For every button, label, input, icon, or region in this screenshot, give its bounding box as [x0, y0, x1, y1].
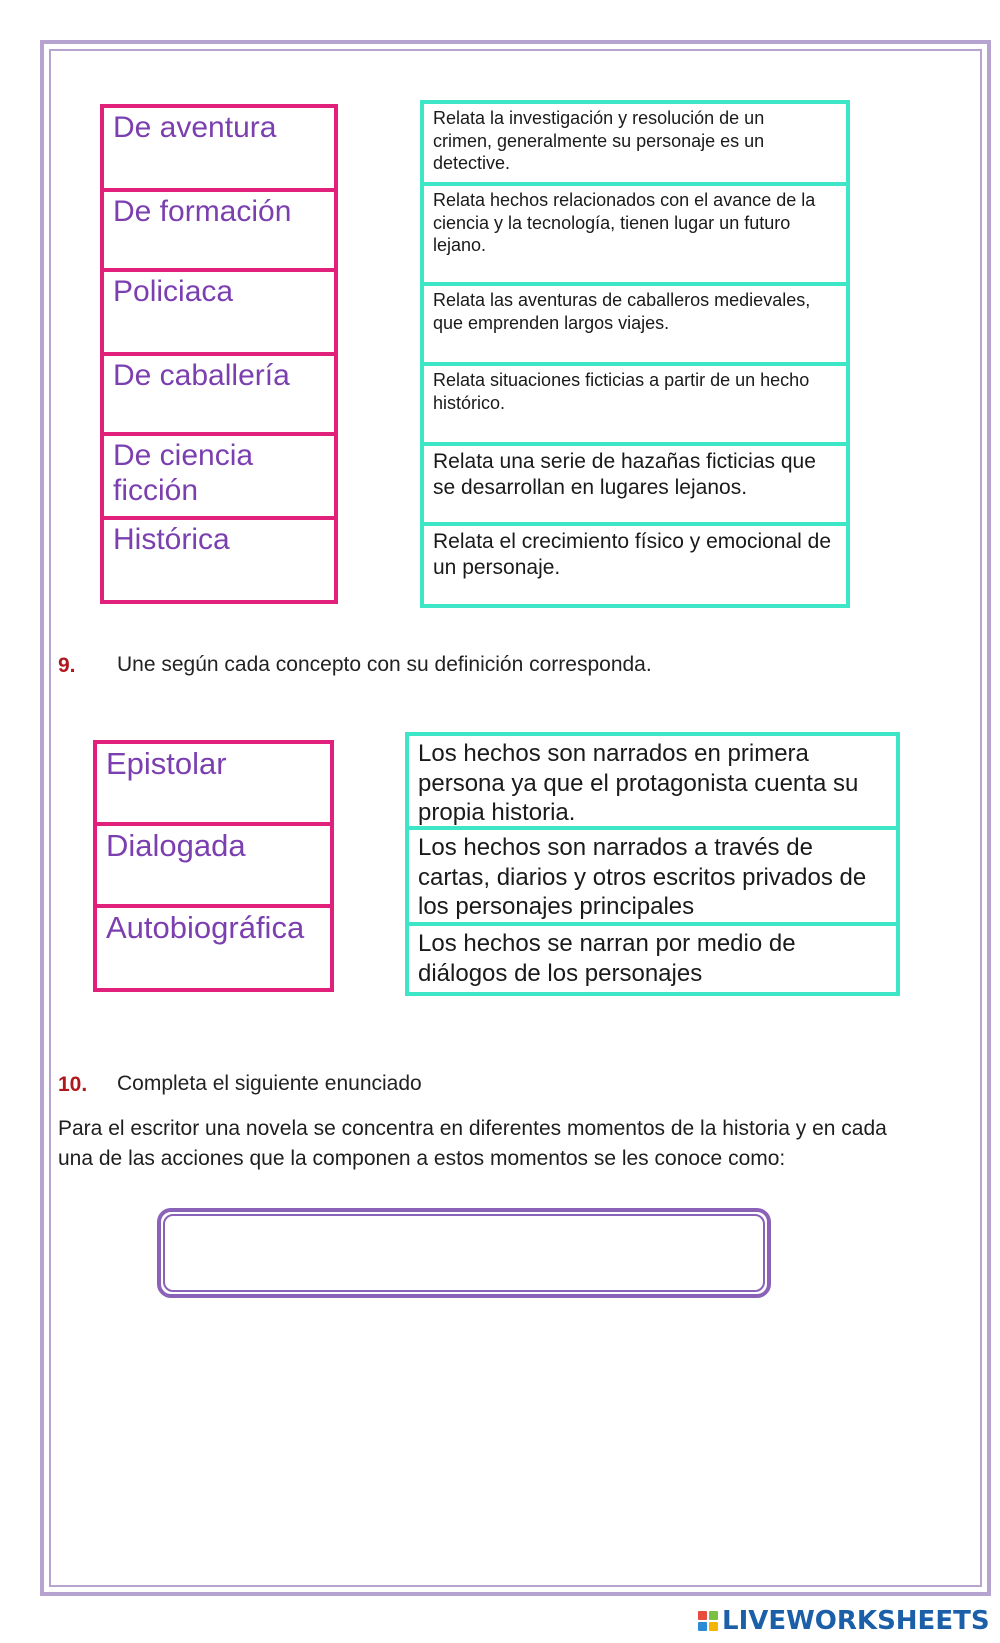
definition-box[interactable]: [420, 100, 850, 186]
definition-box[interactable]: [420, 522, 850, 608]
concept-label: De formación: [113, 195, 292, 228]
logo-text: LIVEWORKSHEETS: [722, 1606, 990, 1636]
definition-text: Relata hechos relacionados con el avance de la ciencia y la tecnología, tienen lugar un futuro lejano.: [433, 190, 816, 255]
definition-box[interactable]: [405, 826, 900, 926]
definition-box[interactable]: [420, 282, 850, 366]
concept-box[interactable]: [100, 516, 338, 604]
concept-box[interactable]: [93, 904, 334, 992]
answer-input[interactable]: [157, 1208, 771, 1298]
concept-label: Histórica: [113, 523, 230, 556]
concept-label: Dialogada: [106, 828, 246, 863]
definition-text: Relata una serie de hazañas ficticias que se desarrollan en lugares lejanos.: [433, 450, 816, 500]
concept-label: De ciencia ficción: [113, 439, 254, 508]
definition-box[interactable]: [420, 362, 850, 446]
definition-text: Relata la investigación y resolución de un crimen, generalmente su personaje es un detective.: [433, 108, 765, 173]
definition-text: Los hechos son narrados en primera persona ya que el protagonista cuenta su propia historia.: [418, 740, 859, 827]
question-9-text: Une según cada concepto con su definición corresponda.: [117, 653, 652, 676]
concept-label: Autobiográfica: [106, 910, 305, 945]
definition-box[interactable]: [405, 732, 900, 830]
liveworksheets-logo: [698, 1604, 990, 1638]
definition-text: Relata el crecimiento físico y emocional de un personaje.: [433, 530, 832, 580]
definition-text: Relata las aventuras de caballeros medievales, que emprenden largos viajes.: [433, 290, 811, 333]
concept-label: De caballería: [113, 359, 290, 392]
concept-box[interactable]: [100, 268, 338, 356]
concept-label: Policiaca: [113, 275, 234, 308]
concept-box[interactable]: [100, 188, 338, 272]
definition-text: Los hechos se narran por medio de diálogos de los personajes: [418, 930, 796, 987]
question-10-number: 10.: [58, 1073, 88, 1096]
question-10-text: Completa el siguiente enunciado: [117, 1072, 422, 1095]
definition-box[interactable]: [420, 442, 850, 526]
concept-label: Epistolar: [106, 746, 227, 781]
liveworksheets-logo-icon: [698, 1611, 718, 1631]
concept-box[interactable]: [93, 740, 334, 826]
definition-text: Relata situaciones ficticias a partir de un hecho histórico.: [433, 370, 810, 413]
concept-box[interactable]: [93, 822, 334, 908]
concept-box[interactable]: [100, 352, 338, 436]
question-9-number: 9.: [58, 654, 76, 677]
concept-label: De aventura: [113, 111, 277, 144]
concept-box[interactable]: [100, 104, 338, 192]
concept-box[interactable]: [100, 432, 338, 520]
question-10-paragraph: Para el escritor una novela se concentra en diferentes momentos de la historia y en cada una de las acciones que la componen a estos momentos se les conoce como:: [58, 1117, 887, 1171]
definition-text: Los hechos son narrados a través de cartas, diarios y otros escritos privados de los personajes principales: [418, 834, 867, 921]
definition-box[interactable]: [420, 182, 850, 286]
definition-box[interactable]: [405, 922, 900, 996]
